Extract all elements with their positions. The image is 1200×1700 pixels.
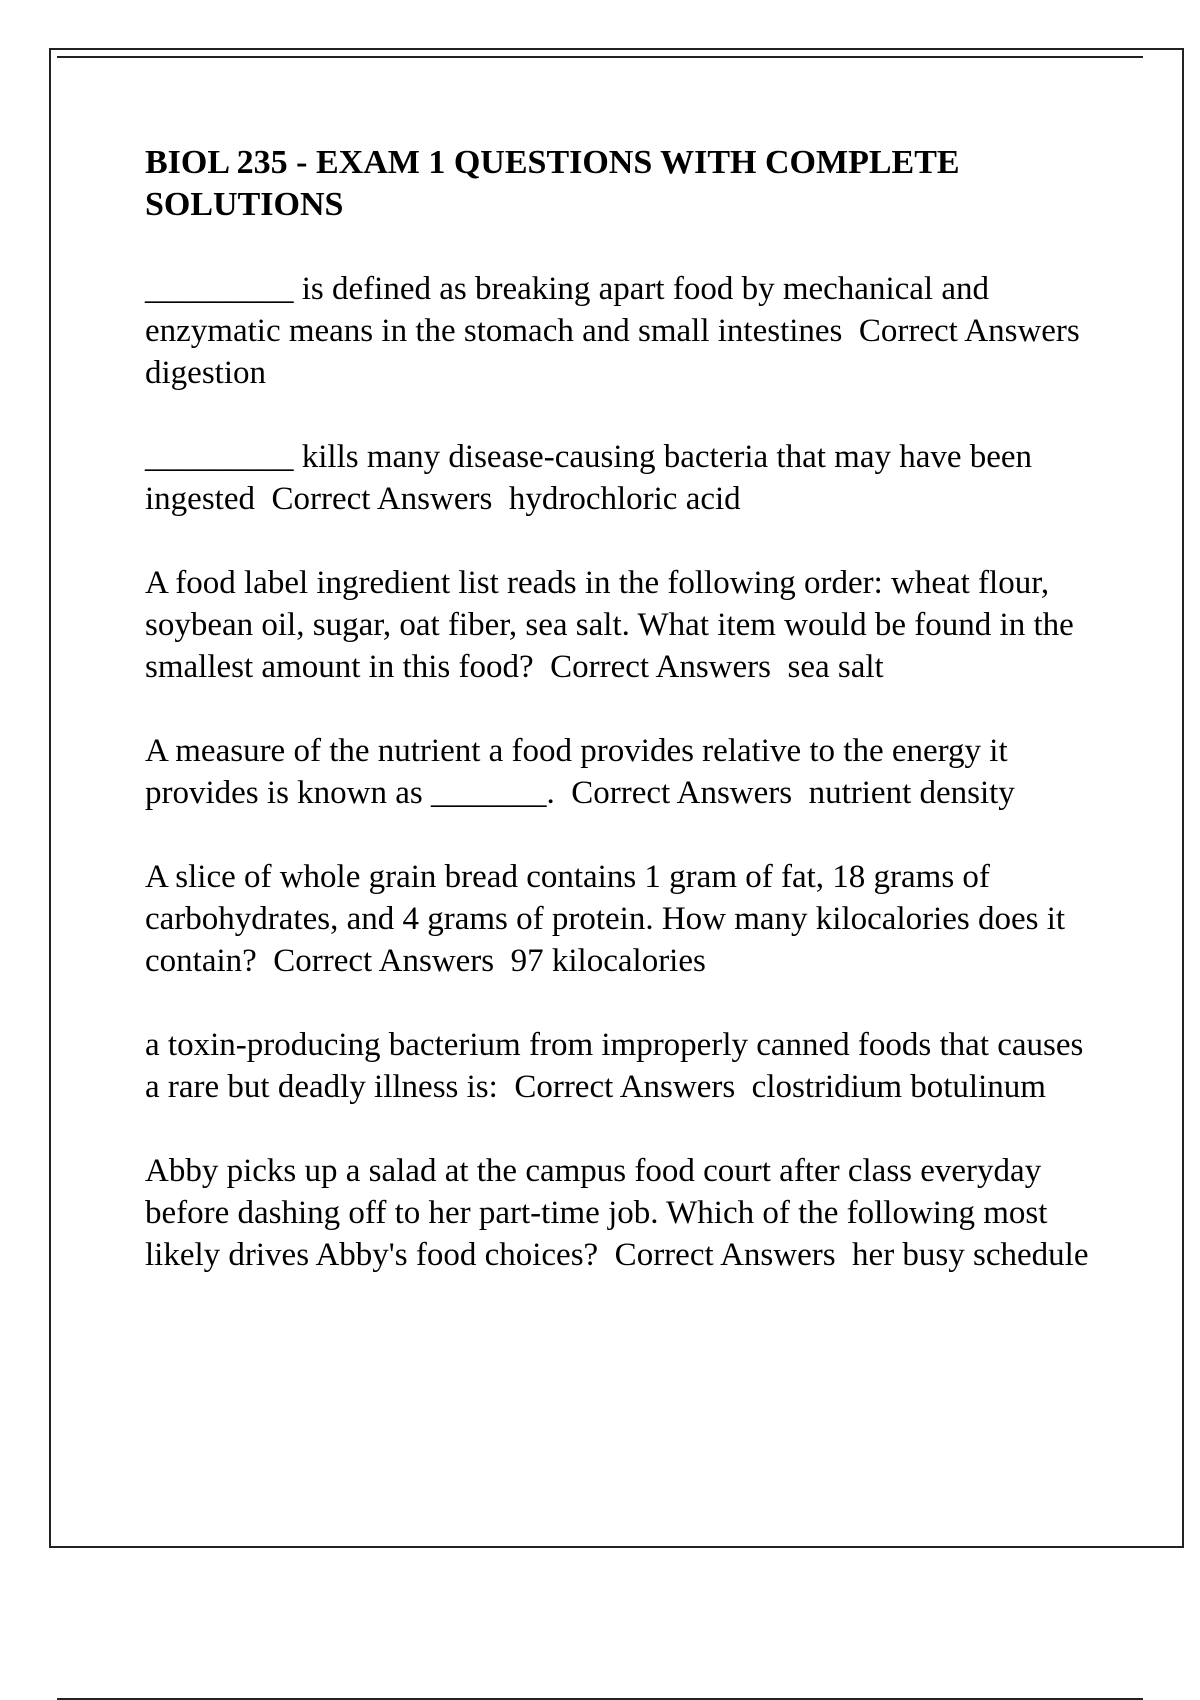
qa-item: _________ is defined as breaking apart food by mechanical and enzymatic means in the stomach and small intestines Correct Answers digestion xyxy=(145,271,1097,391)
qa-item: A food label ingredient list reads in the following order: wheat flour, soybean oil, sugar, oat fiber, sea salt. What item would be found in the smallest amount in this food? Correct Answers sea salt xyxy=(145,565,1083,685)
qa-item: _________ kills many disease-causing bacteria that may have been ingested Correct Answers hydrochloric acid xyxy=(145,439,1041,517)
document-body xyxy=(145,142,1095,1318)
qa-item: a toxin-producing bacterium from improperly canned foods that causes a rare but deadly illness is: Correct Answers clostridium botulinum xyxy=(145,1027,1092,1105)
qa-item: A measure of the nutrient a food provides relative to the energy it provides is known as _______. Correct Answers nutrient density xyxy=(145,733,1016,811)
page-title: BIOL 235 - EXAM 1 QUESTIONS WITH COMPLETE SOLUTIONS xyxy=(145,144,960,223)
qa-item: A slice of whole grain bread contains 1 gram of fat, 18 grams of carbohydrates, and 4 grams of protein. How many kilocalories does it contain? Correct Answers 97 kilocalories xyxy=(145,859,1074,979)
qa-item: Abby picks up a salad at the campus food court after class everyday before dashing off to her part-time job. Which of the following most likely drives Abby's food choices? Correct Answers her busy schedule xyxy=(145,1153,1089,1273)
